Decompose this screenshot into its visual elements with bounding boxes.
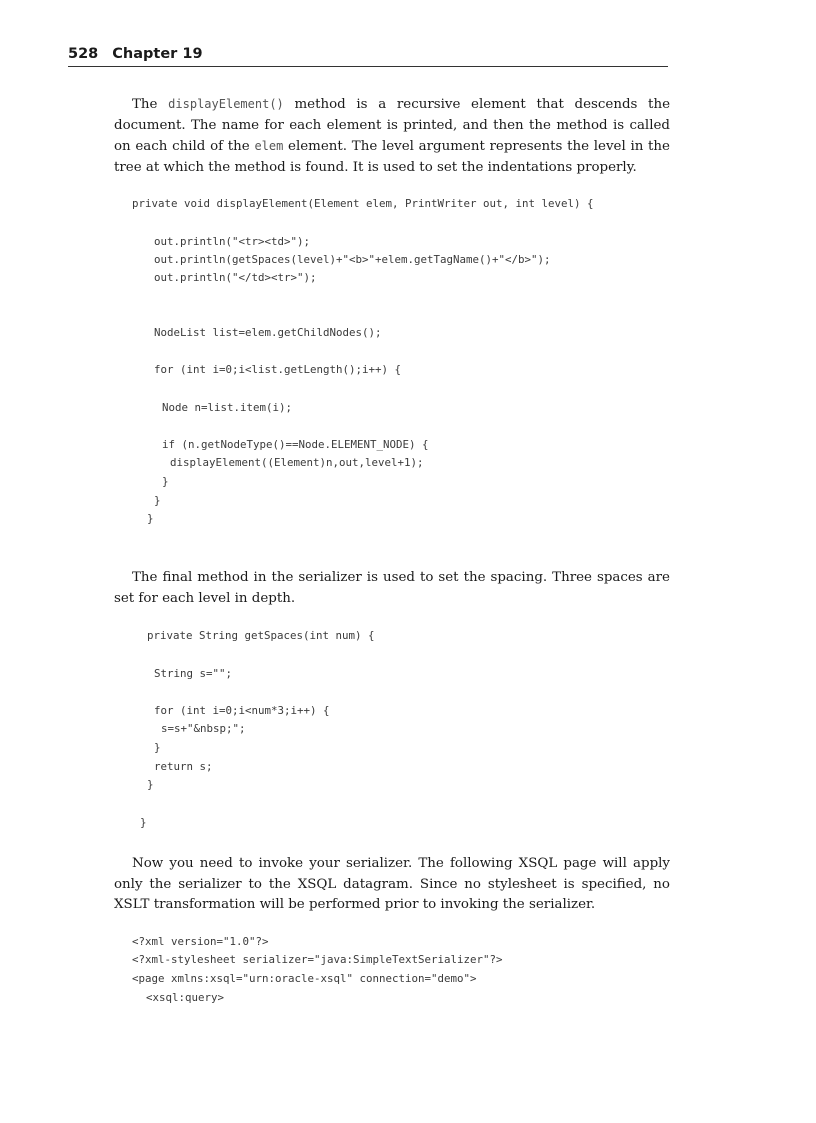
code-line: } [154,494,161,507]
inline-code-elem: elem [254,139,284,154]
code-line: private void displayElement(Element elem, PrintWriter out, int level) { [132,197,594,210]
chapter-title: Chapter 19 [112,46,203,62]
paragraph-text: element. The level argument represents the level in the tree at which the method is found. It is used to set the indentations properly. [114,139,670,175]
paragraph-display-element [114,94,670,178]
page-header [68,44,668,67]
code-line: NodeList list=elem.getChildNodes(); [154,326,382,339]
code-line: s=s+"&nbsp;"; [161,722,246,735]
code-line: <?xml version="1.0"?> [132,935,269,948]
code-line: Node n=list.item(i); [162,401,293,414]
code-line: <?xml-stylesheet serializer="java:SimpleTextSerializer"?> [132,953,503,966]
paragraph-invoke-serializer: Now you need to invoke your serializer. The following XSQL page will apply only the serializer to the XSQL datagram. Since no stylesheet is specified, no XSLT transformation will be performed prior to invoking the serializer. [114,856,670,913]
code-line: out.println("</td><tr>"); [154,271,317,284]
code-line: out.println("<tr><td>"); [154,235,311,248]
code-line: String s=""; [154,667,233,680]
code-line: private String getSpaces(int num) { [147,629,375,642]
code-line: out.println(getSpaces(level)+"<b>"+elem.getTagName()+"</b>"); [154,253,551,266]
code-line: } [147,778,154,791]
code-line: for (int i=0;i<num*3;i++) { [154,704,330,717]
code-line: if (n.getNodeType()==Node.ELEMENT_NODE) { [162,438,429,451]
paragraph-text: method is a recursive element that descends the document. The name for each element is printed, and then the method is called on each child of the [114,97,670,155]
code-line: } [140,816,147,829]
paragraph-text: The [132,97,169,112]
code-line: for (int i=0;i<list.getLength();i++) { [154,363,402,376]
code-line: <xsql:query> [146,991,225,1004]
code-line: } [162,475,169,488]
code-line: } [154,741,161,754]
code-line: <page xmlns:xsql="urn:oracle-xsql" connection="demo"> [132,972,477,985]
paragraph-get-spaces: The final method in the serializer is used to set the spacing. Three spaces are set for each level in depth. [114,570,670,606]
code-line: } [147,512,154,525]
code-line: return s; [154,760,213,773]
page-number: 528 [68,46,99,62]
code-line: displayElement((Element)n,out,level+1); [170,456,424,469]
inline-code-display-element: displayElement() [168,97,284,111]
